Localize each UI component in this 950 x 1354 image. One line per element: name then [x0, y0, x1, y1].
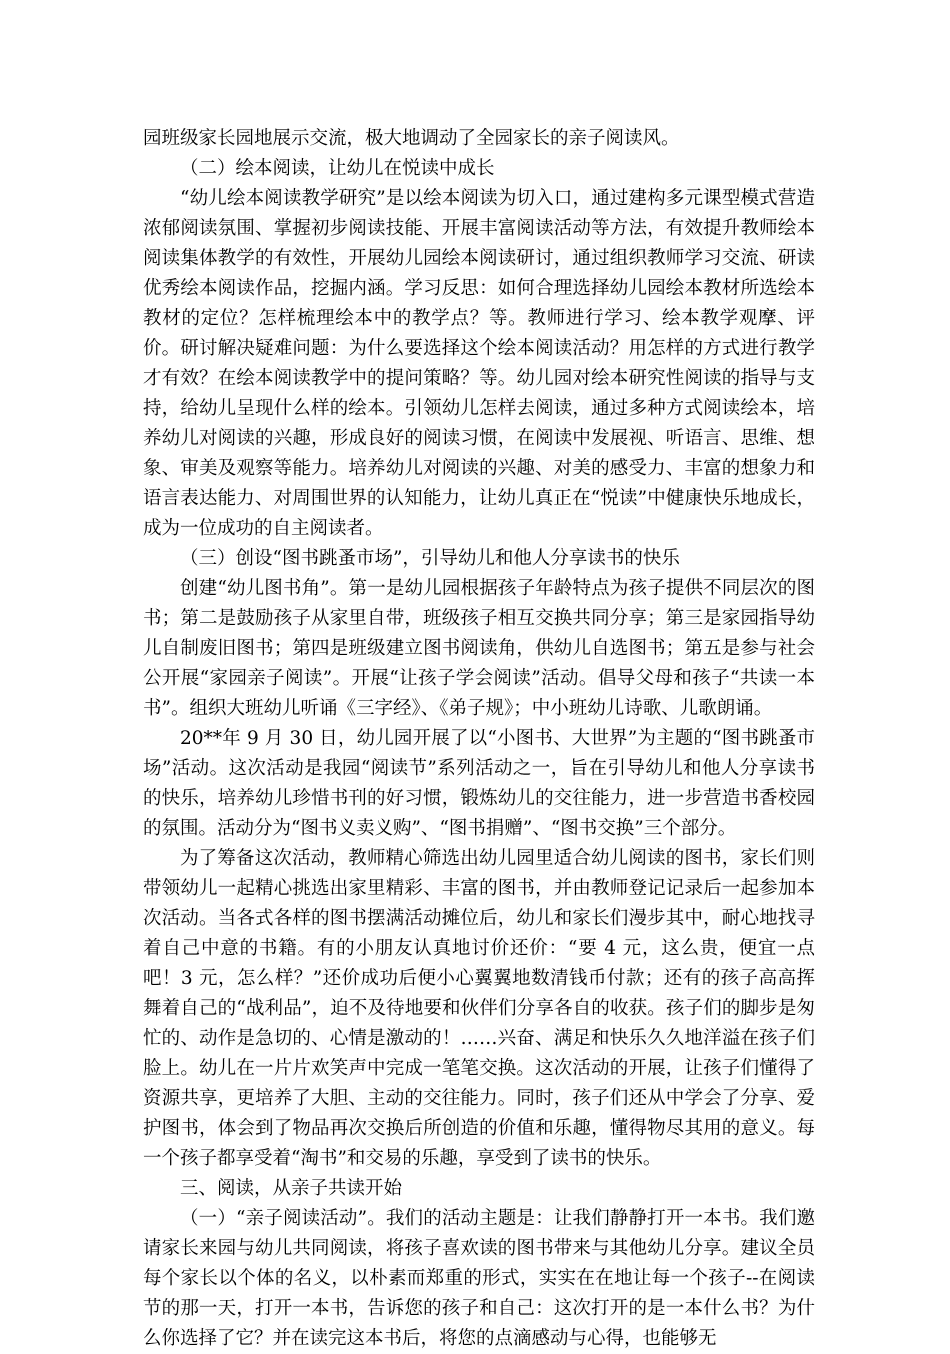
section-heading-book-flea-market: （三）创设“图书跳蚤市场”，引导幼儿和他人分享读书的快乐 [180, 548, 680, 569]
paragraph-activity-preparation: 为了筹备这次活动，教师精心筛选出幼儿园里适合幼儿阅读的图书，家长们则带领幼儿一起精心挑选出家里精彩、丰富的图书，并由教师登记记录后一起参加本次活动。当各式各样的图书摆满活动摊位后，幼儿和家长们漫步其中，耐心地找寻着自己中意的书籍。有的小朋友认真地讨价还价：“要 4 元，这么贵，便宜一点吧！3 元，怎么样？”还价成功后便小心翼翼地数清钱币付款；还有的孩子高高挥舞着自己的“战利品”，迫不及待地要和伙伴们分享各自的收获。孩子们的脚步是匆忙的、动作是急切的、心情是激动的！……兴奋、满足和快乐久久地洋溢在孩子们脸上。幼儿在一片片欢笑声中完成一笔笔交换。这次活动的开展，让孩子们懂得了资源共享，更培养了大胆、主动的交往能力。同时，孩子们还从中学会了分享、爱护图书，体会到了物品再次交换后所创造的价值和乐趣，懂得物尽其用的意义。每一个孩子都享受着“淘书”和交易的乐趣，享受到了读书的快乐。 [143, 848, 815, 1169]
section-heading-picture-book-reading: （二）绘本阅读，让幼儿在悦读中成长 [180, 158, 495, 179]
paragraph-continuation: 园班级家长园地展示交流，极大地调动了全园家长的亲子阅读风。 [143, 128, 680, 149]
paragraph-book-corner: 创建“幼儿图书角”。第一是幼儿园根据孩子年龄特点为孩子提供不同层次的图书；第二是鼓励孩子从家里自带，班级孩子相互交换共同分享；第三是家园指导幼儿自制废旧图书；第四是班级建立图书阅读角，供幼儿自选图书；第五是参与社会公开展“家园亲子阅读”。开展“让孩子学会阅读”活动。倡导父母和孩子“共读一本书”。组织大班幼儿听诵《三字经》、《弟子规》；中小班幼儿诗歌、儿歌朗诵。 [143, 578, 815, 719]
paragraph-flea-market-event: 20**年 9 月 30 日，幼儿园开展了以“小图书、大世界”为主题的“图书跳蚤市场”活动。这次活动是我园“阅读节”系列活动之一，旨在引导幼儿和他人分享读书的快乐，培养幼儿珍惜书刊的好习惯，锻炼幼儿的交往能力，进一步营造书香校园的氛围。活动分为“图书义卖义购”、“图书捐赠”、“图书交换”三个部分。 [143, 728, 815, 839]
document-body [143, 124, 815, 1354]
paragraph-picture-book-research: “幼儿绘本阅读教学研究”是以绘本阅读为切入口，通过建构多元课型模式营造浓郁阅读氛围、掌握初步阅读技能、开展丰富阅读活动等方法，有效提升教师绘本阅读集体教学的有效性，开展幼儿园绘本阅读研讨，通过组织教师学习交流、研读优秀绘本阅读作品，挖掘内涵。学习反思：如何合理选择幼儿园绘本教材所选绘本教材的定位？怎样梳理绘本中的教学点？等。教师进行学习、绘本教学观摩、评价。研讨解决疑难问题：为什么要选择这个绘本阅读活动？用怎样的方式进行教学才有效？在绘本阅读教学中的提问策略？等。幼儿园对绘本研究性阅读的指导与支持，给幼儿呈现什么样的绘本。引领幼儿怎样去阅读，通过多种方式阅读绘本，培养幼儿对阅读的兴趣，形成良好的阅读习惯，在阅读中发展视、听语言、思维、想象、审美及观察等能力。培养幼儿对阅读的兴趣、对美的感受力、丰富的想象力和语言表达能力、对周围世界的认知能力，让幼儿真正在“悦读”中健康快乐地成长，成为一位成功的自主阅读者。 [143, 188, 815, 539]
section-heading-parent-child-reading: 三、阅读，从亲子共读开始 [180, 1178, 403, 1199]
paragraph-parent-child-activity: （一）“亲子阅读活动”。我们的活动主题是：让我们静静打开一本书。我们邀请家长来园与幼儿共同阅读，将孩子喜欢读的图书带来与其他幼儿分享。建议全员每个家长以个体的名义，以朴素而郑重的形式，实实在在地让每一个孩子--在阅读节的那一天，打开一本书，告诉您的孩子和自己：这次打开的是一本什么书？为什么你选择了它？并在读完这本书后，将您的点滴感动与心得，也能够无 [143, 1208, 815, 1349]
